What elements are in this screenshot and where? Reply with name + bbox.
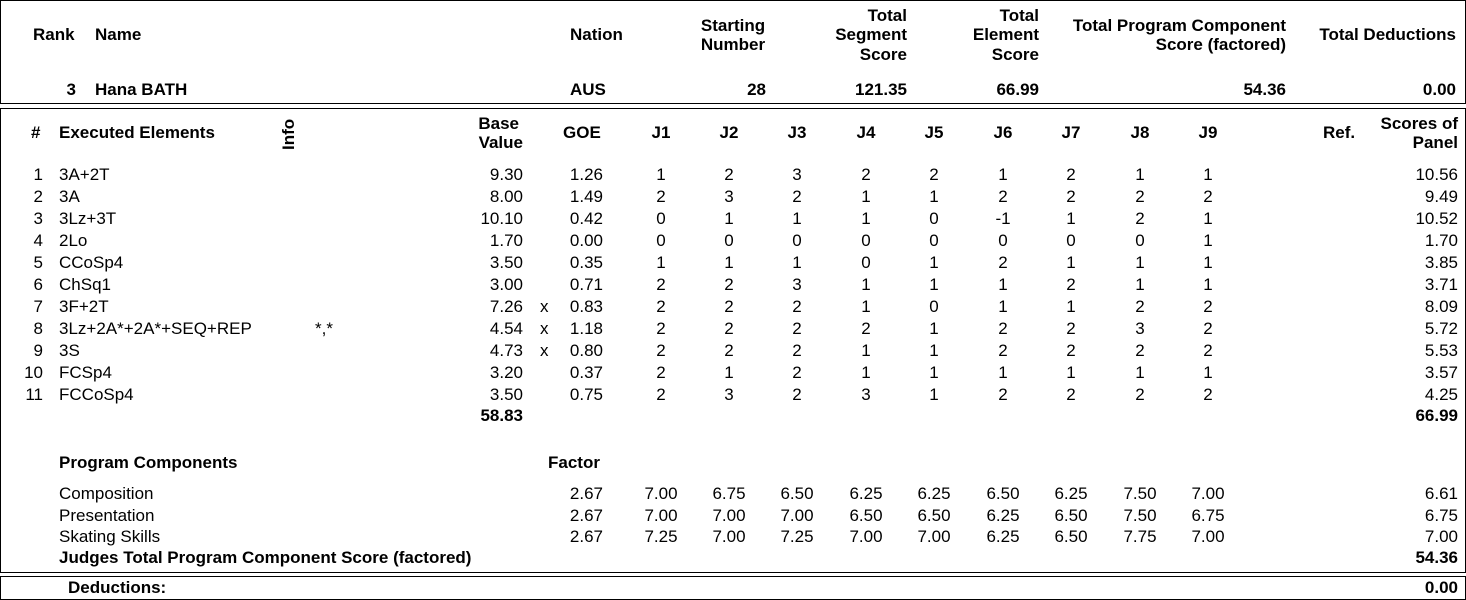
element-judge-score-j5: 1 [929, 319, 939, 338]
element-panel-score: 5.72 [1424, 319, 1458, 338]
element-judge-score-j3: 3 [792, 275, 802, 294]
element-panel-score: 3.57 [1424, 363, 1458, 382]
component-judge-score-j6: 6.25 [986, 506, 1020, 525]
element-row-number: 4 [33, 231, 43, 250]
element-judge-score-j5: 0 [929, 209, 939, 228]
element-judge-score-j7: 1 [1066, 297, 1076, 316]
element-goe: 0.37 [569, 363, 603, 382]
element-judge-score-j2: 2 [724, 341, 734, 360]
element-judge-score-j7: 1 [1066, 363, 1076, 382]
component-judge-score-j4: 6.50 [849, 506, 883, 525]
element-panel-score: 10.52 [1415, 209, 1458, 228]
element-judge-score-j6: 1 [998, 275, 1008, 294]
element-judge-score-j1: 0 [656, 209, 666, 228]
element-name: 3Lz+2A*+2A*+SEQ+REP [59, 319, 252, 338]
element-panel-score: 1.70 [1424, 231, 1458, 250]
element-judge-score-j2: 2 [724, 165, 734, 184]
element-goe: 0.71 [569, 275, 603, 294]
element-judge-score-j9: 1 [1203, 209, 1213, 228]
deductions-total: 0.00 [1424, 578, 1458, 597]
element-judge-score-j2: 0 [724, 231, 734, 250]
component-judge-score-j6: 6.25 [986, 527, 1020, 546]
element-goe: 1.49 [569, 187, 603, 206]
component-judge-score-j1: 7.00 [644, 484, 678, 503]
element-judge-score-j7: 1 [1066, 253, 1076, 272]
element-judge-score-j1: 1 [656, 165, 666, 184]
component-name: Skating Skills [59, 527, 161, 546]
element-judge-score-j5: 1 [929, 385, 939, 404]
base-value-header-line2: Value [478, 133, 523, 152]
element-judge-score-j9: 2 [1203, 319, 1213, 338]
pcs-value: 54.36 [1243, 80, 1286, 99]
element-judge-score-j3: 2 [792, 385, 802, 404]
element-judge-score-j9: 1 [1203, 253, 1213, 272]
base-value-header-line1: Base [478, 114, 519, 133]
element-judge-score-j6: 0 [998, 231, 1008, 250]
goe-header: GOE [563, 123, 601, 142]
element-base-value: 8.00 [489, 187, 523, 206]
element-judge-score-j4: 1 [861, 209, 871, 228]
rank-value: 3 [66, 80, 76, 99]
element-row-number: 7 [33, 297, 43, 316]
component-panel-score: 6.61 [1424, 484, 1458, 503]
element-base-value: 10.10 [480, 209, 523, 228]
element-judge-score-j7: 1 [1066, 209, 1076, 228]
component-factor: 2.67 [569, 506, 603, 525]
tss-header-line2: Segment [835, 25, 907, 44]
element-name: ChSq1 [59, 275, 111, 294]
element-judge-score-j1: 2 [656, 187, 666, 206]
judge-header-j4: J4 [856, 123, 876, 142]
element-judge-score-j1: 2 [656, 275, 666, 294]
element-name: FCCoSp4 [59, 385, 134, 404]
judge-header-j9: J9 [1198, 123, 1218, 142]
element-base-value: 9.30 [489, 165, 523, 184]
element-judge-score-j4: 2 [861, 165, 871, 184]
element-judge-score-j5: 1 [929, 253, 939, 272]
pcs-header-line1: Total Program Component [1072, 16, 1286, 35]
element-judge-score-j5: 1 [929, 187, 939, 206]
element-judge-score-j2: 1 [724, 209, 734, 228]
element-base-value: 4.73 [489, 341, 523, 360]
element-row-number: 6 [33, 275, 43, 294]
element-judge-score-j8: 1 [1135, 253, 1145, 272]
component-judge-score-j3: 7.25 [780, 527, 814, 546]
component-judge-score-j2: 7.00 [712, 506, 746, 525]
element-name: 3S [59, 341, 80, 360]
element-judge-score-j4: 3 [861, 385, 871, 404]
element-panel-score: 10.56 [1415, 165, 1458, 184]
component-judge-score-j1: 7.25 [644, 527, 678, 546]
element-judge-score-j6: -1 [995, 209, 1011, 228]
element-judge-score-j4: 1 [861, 363, 871, 382]
element-judge-score-j2: 3 [724, 187, 734, 206]
element-judge-score-j3: 2 [792, 341, 802, 360]
element-judge-score-j4: 0 [861, 253, 871, 272]
component-panel-score: 6.75 [1424, 506, 1458, 525]
component-judge-score-j8: 7.50 [1123, 506, 1157, 525]
element-judge-score-j3: 1 [792, 253, 802, 272]
element-judge-score-j8: 1 [1135, 165, 1145, 184]
deductions-frame [0, 576, 1466, 600]
nation-header: Nation [570, 25, 623, 44]
element-judge-score-j1: 2 [656, 341, 666, 360]
element-goe: 1.26 [569, 165, 603, 184]
element-judge-score-j9: 1 [1203, 231, 1213, 250]
element-row-number: 5 [33, 253, 43, 272]
executed-elements-header: Executed Elements [59, 123, 215, 142]
component-judge-score-j1: 7.00 [644, 506, 678, 525]
tss-header-line1: Total [867, 6, 907, 25]
element-goe: 0.75 [569, 385, 603, 404]
component-judge-score-j8: 7.50 [1123, 484, 1157, 503]
component-judge-score-j2: 6.75 [712, 484, 746, 503]
element-judge-score-j7: 0 [1066, 231, 1076, 250]
name-header: Name [95, 25, 142, 44]
element-judge-score-j3: 2 [792, 319, 802, 338]
component-judge-score-j8: 7.75 [1123, 527, 1157, 546]
judges-total-pcs-value: 54.36 [1415, 548, 1458, 567]
element-judge-score-j7: 2 [1066, 187, 1076, 206]
total-base-value: 58.83 [480, 406, 523, 425]
element-judge-score-j3: 2 [792, 187, 802, 206]
element-judge-score-j8: 2 [1135, 209, 1145, 228]
tes-value: 66.99 [996, 80, 1039, 99]
pcs-header-line2: Score (factored) [1155, 35, 1286, 54]
element-row-number: 11 [25, 385, 43, 404]
element-judge-score-j7: 2 [1066, 385, 1076, 404]
element-judge-score-j6: 2 [998, 319, 1008, 338]
scores-of-panel-header-line2: Panel [1412, 133, 1458, 152]
component-judge-score-j3: 7.00 [780, 506, 814, 525]
element-judge-score-j6: 1 [998, 363, 1008, 382]
element-row-number: 2 [33, 187, 43, 206]
component-factor: 2.67 [569, 484, 603, 503]
element-judge-score-j8: 2 [1135, 297, 1145, 316]
tss-value: 121.35 [855, 80, 907, 99]
element-judge-score-j4: 1 [861, 275, 871, 294]
element-panel-score: 4.25 [1424, 385, 1458, 404]
element-judge-score-j7: 2 [1066, 275, 1076, 294]
deductions-header: Total Deductions [1319, 25, 1456, 44]
component-judge-score-j2: 7.00 [712, 527, 746, 546]
rank-header: Rank [33, 25, 75, 44]
component-name: Composition [59, 484, 154, 503]
element-judge-score-j3: 3 [792, 165, 802, 184]
info-header: Info [279, 118, 298, 150]
element-judge-score-j2: 2 [724, 275, 734, 294]
element-number-header: # [31, 123, 41, 142]
component-judge-score-j9: 7.00 [1191, 527, 1225, 546]
element-judge-score-j9: 2 [1203, 187, 1213, 206]
program-components-title: Program Components [59, 453, 238, 472]
starting-number-header-line1: Starting [700, 16, 766, 35]
skater-name: Hana BATH [95, 80, 188, 99]
element-base-value: 3.00 [489, 275, 523, 294]
element-panel-score: 3.71 [1424, 275, 1458, 294]
judge-header-j1: J1 [651, 123, 671, 142]
element-judge-score-j4: 0 [861, 231, 871, 250]
element-row-number: 8 [33, 319, 43, 338]
component-name: Presentation [59, 506, 155, 525]
element-judge-score-j1: 0 [656, 231, 666, 250]
element-panel-score: 8.09 [1424, 297, 1458, 316]
component-judge-score-j5: 6.25 [917, 484, 951, 503]
ref-header: Ref. [1323, 123, 1356, 142]
element-judge-score-j4: 2 [861, 319, 871, 338]
element-name: 3A+2T [59, 165, 110, 184]
element-judge-score-j5: 0 [929, 297, 939, 316]
judge-header-j3: J3 [787, 123, 807, 142]
element-judge-score-j5: 0 [929, 231, 939, 250]
element-row-number: 3 [33, 209, 43, 228]
element-base-value: 1.70 [489, 231, 523, 250]
starting-number-value: 28 [747, 80, 766, 99]
tes-header-line2: Element [972, 25, 1039, 44]
element-judge-score-j6: 1 [998, 165, 1008, 184]
element-judge-score-j9: 1 [1203, 363, 1213, 382]
element-goe: 0.35 [569, 253, 603, 272]
element-judge-score-j8: 2 [1135, 187, 1145, 206]
element-name: 2Lo [59, 231, 88, 250]
element-judge-score-j1: 1 [656, 253, 666, 272]
starting-number-header-line2: Number [700, 35, 766, 54]
element-judge-score-j2: 2 [724, 297, 734, 316]
element-judge-score-j4: 1 [861, 187, 871, 206]
element-judge-score-j5: 1 [929, 341, 939, 360]
judge-header-j2: J2 [719, 123, 739, 142]
element-judge-score-j8: 0 [1135, 231, 1145, 250]
element-panel-score: 3.85 [1424, 253, 1458, 272]
element-judge-score-j2: 3 [724, 385, 734, 404]
element-judge-score-j1: 2 [656, 385, 666, 404]
element-judge-score-j3: 2 [792, 363, 802, 382]
element-judge-score-j2: 1 [724, 363, 734, 382]
component-judge-score-j3: 6.50 [780, 484, 814, 503]
element-judge-score-j6: 2 [998, 253, 1008, 272]
element-goe: 0.80 [569, 341, 603, 360]
element-base-value: 3.50 [489, 385, 523, 404]
element-judge-score-j9: 2 [1203, 385, 1213, 404]
element-name: 3F+2T [59, 297, 109, 316]
element-judge-score-j9: 2 [1203, 341, 1213, 360]
element-bonus-mark: x [540, 341, 549, 360]
element-judge-score-j1: 2 [656, 319, 666, 338]
element-bonus-mark: x [540, 297, 549, 316]
element-goe: 0.83 [569, 297, 603, 316]
element-judge-score-j6: 2 [998, 187, 1008, 206]
component-judge-score-j9: 7.00 [1191, 484, 1225, 503]
component-judge-score-j6: 6.50 [986, 484, 1020, 503]
element-judge-score-j8: 1 [1135, 363, 1145, 382]
element-judge-score-j4: 1 [861, 341, 871, 360]
tes-header-line3: Score [991, 45, 1039, 64]
element-judge-score-j1: 2 [656, 297, 666, 316]
element-judge-score-j6: 2 [998, 385, 1008, 404]
element-judge-score-j3: 0 [792, 231, 802, 250]
element-judge-score-j5: 2 [929, 165, 939, 184]
element-name: CCoSp4 [59, 253, 124, 272]
element-judge-score-j2: 2 [724, 319, 734, 338]
element-judge-score-j8: 2 [1135, 341, 1145, 360]
element-goe: 0.42 [569, 209, 603, 228]
element-judge-score-j7: 2 [1066, 341, 1076, 360]
judge-header-j8: J8 [1130, 123, 1150, 142]
total-elements-score: 66.99 [1415, 406, 1458, 425]
component-judge-score-j9: 6.75 [1191, 506, 1225, 525]
element-bonus-mark: x [540, 319, 549, 338]
component-judge-score-j5: 7.00 [917, 527, 951, 546]
component-panel-score: 7.00 [1424, 527, 1458, 546]
element-judge-score-j7: 2 [1066, 165, 1076, 184]
tss-header-line3: Score [859, 45, 907, 64]
element-judge-score-j1: 2 [656, 363, 666, 382]
tes-header-line1: Total [999, 6, 1039, 25]
factor-header: Factor [548, 453, 600, 472]
deductions-label: Deductions: [68, 578, 167, 597]
element-judge-score-j7: 2 [1066, 319, 1076, 338]
element-name: 3Lz+3T [59, 209, 117, 228]
element-name: 3A [59, 187, 80, 206]
element-panel-score: 5.53 [1424, 341, 1458, 360]
element-info-mark: *,* [315, 319, 333, 338]
deductions-value: 0.00 [1422, 80, 1456, 99]
component-judge-score-j4: 7.00 [849, 527, 883, 546]
element-base-value: 4.54 [489, 319, 523, 338]
element-judge-score-j6: 2 [998, 341, 1008, 360]
element-goe: 1.18 [569, 319, 603, 338]
component-judge-score-j4: 6.25 [849, 484, 883, 503]
element-judge-score-j8: 1 [1135, 275, 1145, 294]
component-factor: 2.67 [569, 527, 603, 546]
element-judge-score-j5: 1 [929, 363, 939, 382]
element-judge-score-j6: 1 [998, 297, 1008, 316]
element-base-value: 3.50 [489, 253, 523, 272]
element-base-value: 7.26 [489, 297, 523, 316]
component-judge-score-j5: 6.50 [917, 506, 951, 525]
element-row-number: 9 [33, 341, 43, 360]
component-judge-score-j7: 6.50 [1054, 506, 1088, 525]
component-judge-score-j7: 6.25 [1054, 484, 1088, 503]
element-panel-score: 9.49 [1424, 187, 1458, 206]
element-goe: 0.00 [569, 231, 603, 250]
judges-total-pcs-label: Judges Total Program Component Score (factored) [59, 548, 472, 567]
element-judge-score-j2: 1 [724, 253, 734, 272]
element-judge-score-j9: 1 [1203, 165, 1213, 184]
judge-header-j5: J5 [924, 123, 944, 142]
element-row-number: 10 [24, 363, 43, 382]
element-base-value: 3.20 [489, 363, 523, 382]
element-judge-score-j4: 1 [861, 297, 871, 316]
element-judge-score-j8: 3 [1135, 319, 1145, 338]
judge-header-j6: J6 [993, 123, 1013, 142]
element-row-number: 1 [33, 165, 43, 184]
nation-value: AUS [570, 80, 606, 99]
element-judge-score-j8: 2 [1135, 385, 1145, 404]
element-name: FCSp4 [59, 363, 112, 382]
element-judge-score-j5: 1 [929, 275, 939, 294]
element-judge-score-j3: 1 [792, 209, 802, 228]
element-judge-score-j9: 2 [1203, 297, 1213, 316]
scores-of-panel-header-line1: Scores of [1380, 114, 1458, 133]
component-judge-score-j7: 6.50 [1054, 527, 1088, 546]
element-judge-score-j3: 2 [792, 297, 802, 316]
judge-header-j7: J7 [1061, 123, 1081, 142]
element-judge-score-j9: 1 [1203, 275, 1213, 294]
